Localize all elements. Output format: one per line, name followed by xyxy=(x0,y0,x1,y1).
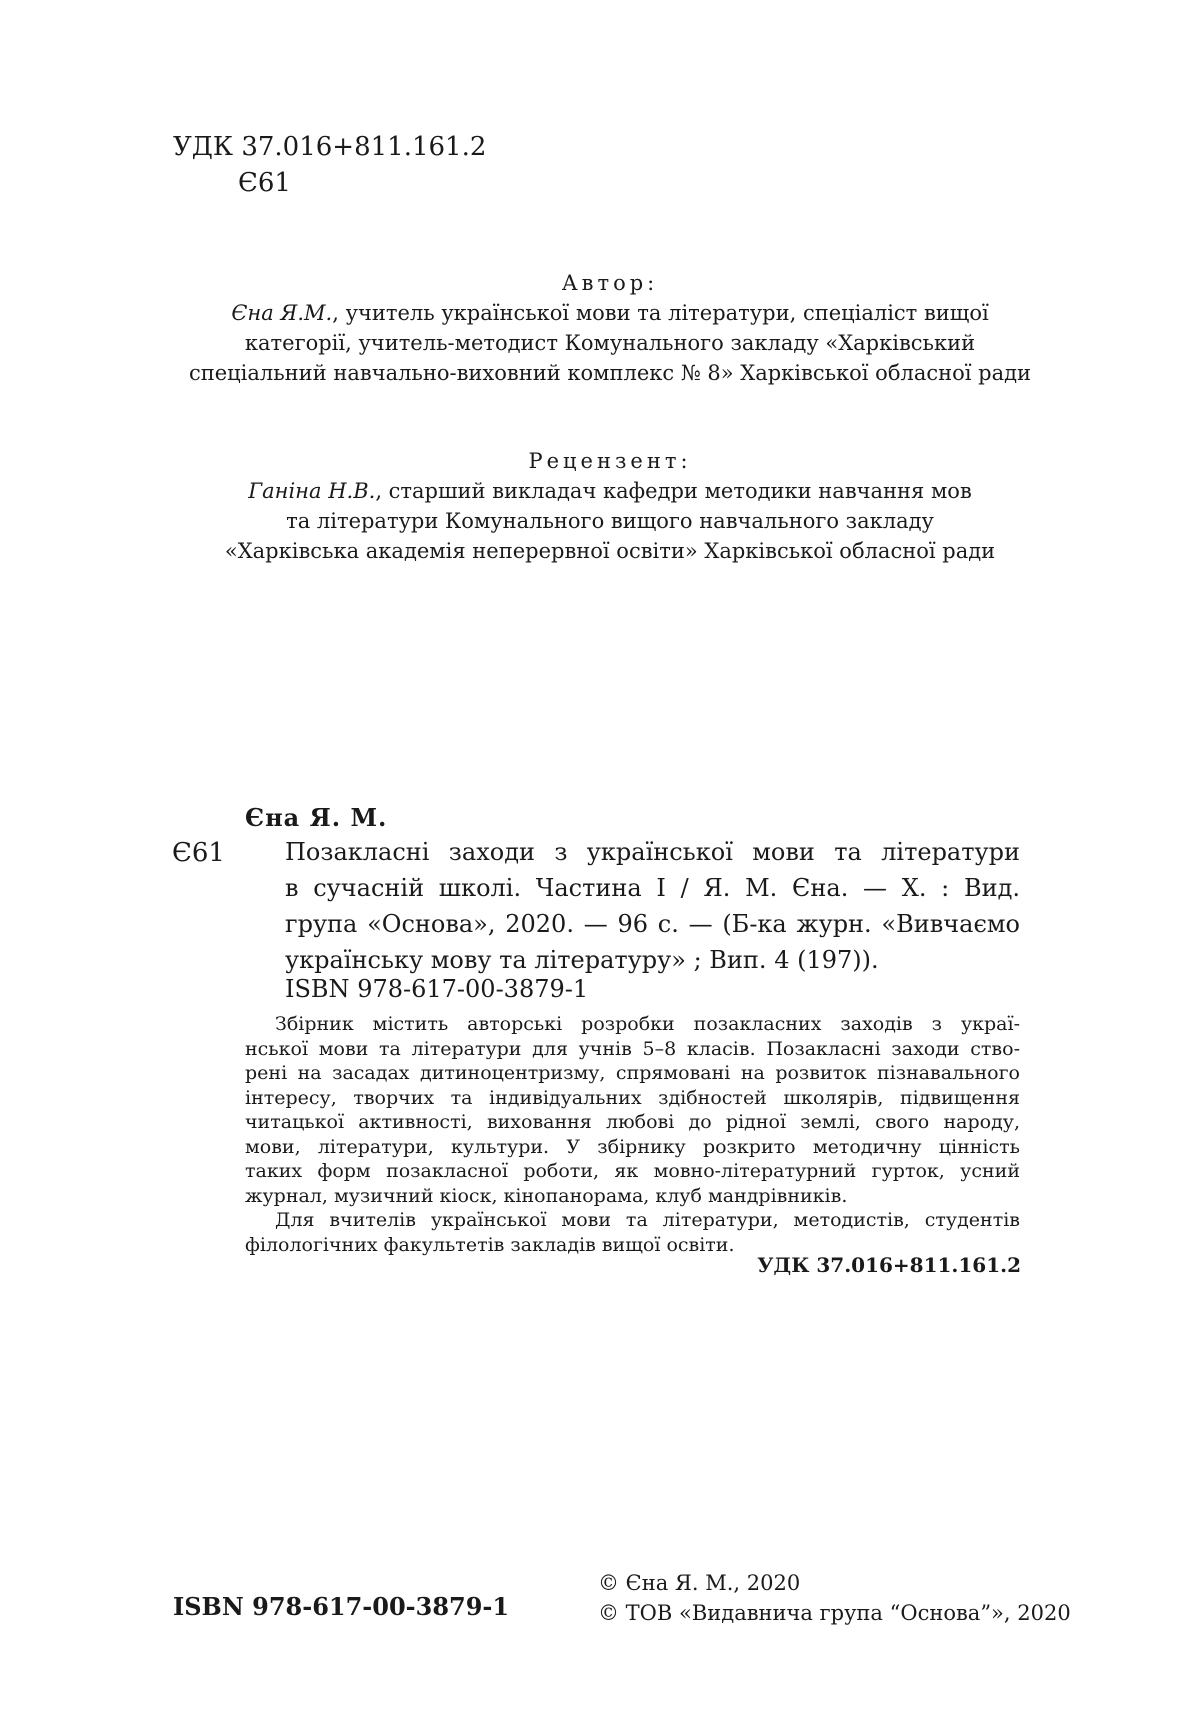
reviewer-block xyxy=(150,446,1070,566)
author-line-3: спеціальний навчально-виховний комплекс № 8» Харківської обласної ради xyxy=(188,361,1032,385)
udk-header: УДК 37.016+811.161.2 xyxy=(173,132,487,162)
reviewer-line-3: «Харківська академія неперервної освіти» Харківської обласної ради xyxy=(224,539,996,563)
abstract-line: інтересу, творчих та індивідуальних здібностей школярів, підвищення xyxy=(245,1086,1020,1109)
reviewer-line-1 xyxy=(150,476,1070,506)
card-description xyxy=(285,834,1020,978)
abstract-line: Збірник містить авторські розробки позакласних заходів з украї- xyxy=(275,1013,1020,1035)
abstract-line: журнал, музичний кіоск, кінопанорама, клуб мандрівників. xyxy=(245,1184,848,1207)
abstract xyxy=(245,1012,1020,1257)
author-block xyxy=(150,268,1070,388)
author-line-1 xyxy=(150,298,1070,328)
author-role-label: Автор: xyxy=(561,271,659,295)
abstract-line: таких форм позакласної роботи, як мовно-літературний гурток, усний xyxy=(245,1160,1020,1182)
isbn-footer: ISBN 978-617-00-3879-1 xyxy=(173,1592,510,1621)
reviewer-name: Ганіна Н.В. xyxy=(248,479,376,503)
card-author: Єна Я. М. xyxy=(245,803,388,832)
card-desc-line: Позакласні заходи з української мови та літератури xyxy=(285,838,1020,866)
author-line-1-rest: , учитель української мови та літератури, спеціаліст вищої xyxy=(332,301,989,325)
reviewer-line-2: та літератури Комунального вищого навчального закладу xyxy=(286,509,934,533)
abstract-line: рені на засадах дитиноцентризму, спрямовані на розвиток пізнавального xyxy=(245,1062,1020,1084)
card-desc-line: українську мову та літературу» ; Вип. 4 (197)). xyxy=(285,946,879,974)
author-sign-header: Є61 xyxy=(238,168,291,198)
author-line-2: категорії, учитель-методист Комунального закладу «Харківський xyxy=(244,331,976,355)
abstract-line: філологічних факультетів закладів вищої освіти. xyxy=(245,1233,735,1256)
card-desc-line: група «Основа», 2020. — 96 с. — (Б-ка журн. «Вивчаємо xyxy=(285,910,1020,938)
copyright-author: © Єна Я. М., 2020 xyxy=(598,1571,801,1595)
abstract-line: мови, літератури, культури. У збірнику розкрито методичну цінність xyxy=(245,1135,1020,1158)
reviewer-line-1-rest: , старший викладач кафедри методики навчання мов xyxy=(375,479,972,503)
card-isbn: ISBN 978-617-00-3879-1 xyxy=(285,975,589,1003)
abstract-line: Для вчителів української мови та літератури, методистів, студентів xyxy=(275,1209,1020,1231)
abstract-line: читацької активності, виховання любові до рідної землі, свого народу, xyxy=(245,1111,1020,1133)
author-name: Єна Я.М. xyxy=(231,301,333,325)
card-author-sign: Є61 xyxy=(172,838,225,868)
reviewer-role-label: Рецензент: xyxy=(528,449,692,473)
card-desc-line: в сучасній школі. Частина І / Я. М. Єна. — Х. : Вид. xyxy=(285,874,1020,902)
abstract-line: нської мови та літератури для учнів 5–8 класів. Позакласні заходи ство- xyxy=(245,1037,1020,1060)
udk-card: УДК 37.016+811.161.2 xyxy=(757,1253,1021,1277)
copyright-publisher: © ТОВ «Видавнича група “Основа”», 2020 xyxy=(598,1601,1071,1625)
